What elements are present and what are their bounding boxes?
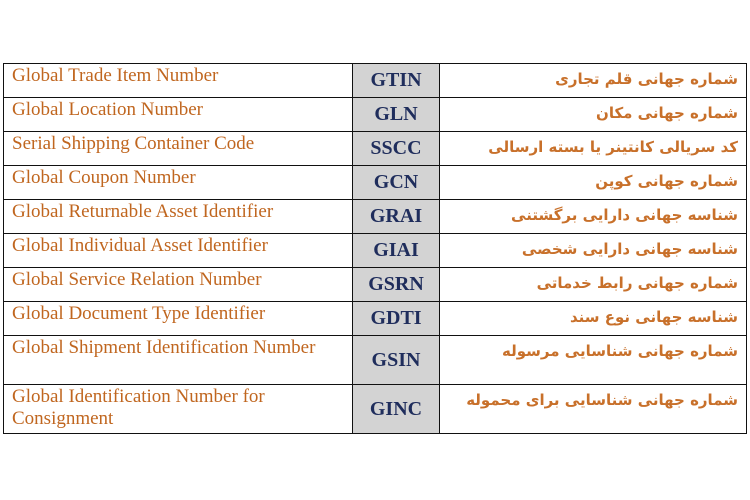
- persian-name-cell: شناسه جهانی دارایی برگشتنی: [440, 200, 747, 234]
- english-name-cell: Global Individual Asset Identifier: [4, 234, 353, 268]
- code-cell: GDTI: [353, 302, 440, 336]
- table-row: [4, 200, 747, 234]
- table-row: [4, 336, 747, 385]
- english-name-cell: Global Coupon Number: [4, 166, 353, 200]
- table-row: [4, 64, 747, 98]
- code-cell: GSRN: [353, 268, 440, 302]
- code-cell: GINC: [353, 385, 440, 434]
- english-name-cell: Global Identification Number for Consignment: [4, 385, 353, 434]
- code-cell: GLN: [353, 98, 440, 132]
- table-row: [4, 98, 747, 132]
- table-row: [4, 166, 747, 200]
- persian-name-cell: کد سریالی کانتینر یا بسته ارسالی: [440, 132, 747, 166]
- table-row: [4, 234, 747, 268]
- code-cell: GSIN: [353, 336, 440, 385]
- english-name-cell: Serial Shipping Container Code: [4, 132, 353, 166]
- persian-name-cell: شماره جهانی مکان: [440, 98, 747, 132]
- english-name-cell: Global Shipment Identification Number: [4, 336, 353, 385]
- english-name-cell: Global Trade Item Number: [4, 64, 353, 98]
- table-row: [4, 302, 747, 336]
- persian-name-cell: شماره جهانی شناسایی مرسوله: [440, 336, 747, 385]
- code-cell: GIAI: [353, 234, 440, 268]
- gs1-identifiers-table: [3, 63, 747, 434]
- persian-name-cell: شماره جهانی قلم تجاری: [440, 64, 747, 98]
- code-cell: GCN: [353, 166, 440, 200]
- table-row: [4, 132, 747, 166]
- code-cell: GTIN: [353, 64, 440, 98]
- code-cell: SSCC: [353, 132, 440, 166]
- persian-name-cell: شناسه جهانی دارایی شخصی: [440, 234, 747, 268]
- table-row: [4, 268, 747, 302]
- code-cell: GRAI: [353, 200, 440, 234]
- english-name-cell: Global Location Number: [4, 98, 353, 132]
- persian-name-cell: شماره جهانی رابط خدماتی: [440, 268, 747, 302]
- persian-name-cell: شناسه جهانی نوع سند: [440, 302, 747, 336]
- english-name-cell: Global Service Relation Number: [4, 268, 353, 302]
- english-name-cell: Global Document Type Identifier: [4, 302, 353, 336]
- persian-name-cell: شماره جهانی شناسایی برای محموله: [440, 385, 747, 434]
- english-name-cell: Global Returnable Asset Identifier: [4, 200, 353, 234]
- persian-name-cell: شماره جهانی کوپن: [440, 166, 747, 200]
- table-row: [4, 385, 747, 434]
